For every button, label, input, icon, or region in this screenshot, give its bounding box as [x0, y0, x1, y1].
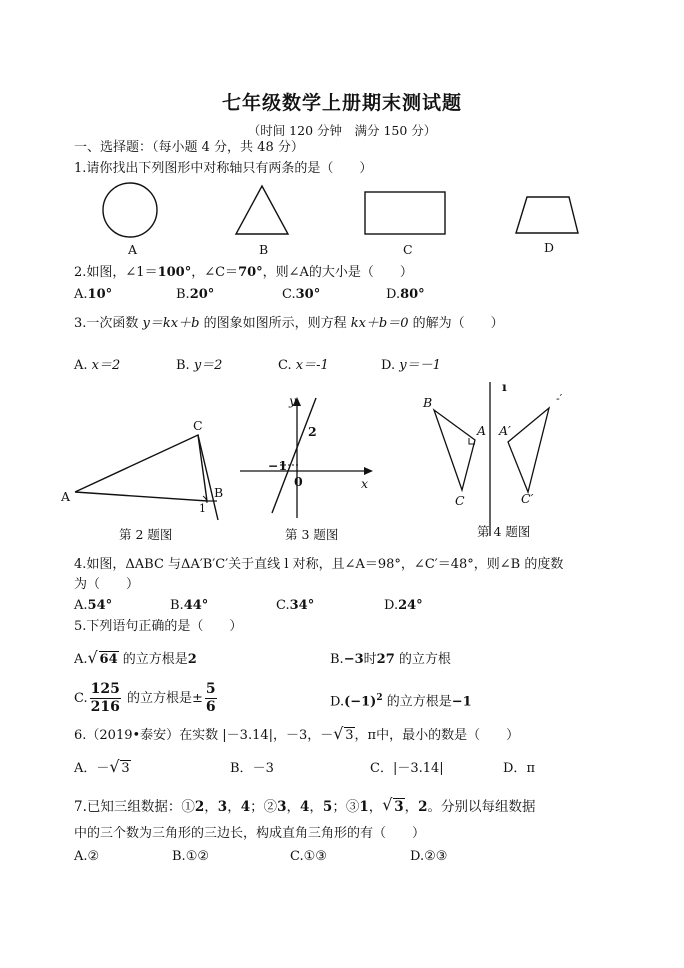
triangle-shape: [236, 186, 288, 234]
q5-option-c: C. $\frac{125}{216}$ 的立方根是± $\frac{5}{6}$: [74, 681, 216, 715]
q4-option-b: B.44°: [170, 598, 209, 613]
fig2-label-a: A: [61, 489, 71, 504]
q2-option-b: B.20°: [176, 287, 215, 302]
q2-option-c: C.30°: [282, 287, 321, 302]
q4-option-d: D.24°: [384, 598, 423, 613]
q6-option-a: A．－√ 3: [74, 761, 131, 777]
q3-option-c: C. x＝-1: [278, 358, 329, 373]
fig4-caption: 第 4 题图: [477, 524, 531, 539]
fig4-mark-2: -′: [556, 392, 563, 405]
fig2-label-1: 1: [199, 502, 206, 515]
fig2-label-b: B: [214, 485, 224, 500]
fig2-label-c: C: [193, 418, 203, 433]
q2-stem: 2.如图，∠1＝100°，∠C＝70°，则∠A的大小是（ ）: [74, 265, 413, 280]
q4-option-a: A.54°: [74, 598, 113, 613]
q3-option-b: B. y＝2: [176, 358, 223, 373]
page-title: 七年级数学上册期末测试题: [221, 92, 462, 114]
q5-stem: 5.下列语句正确的是（ ）: [74, 619, 243, 634]
figure-2: [55, 415, 255, 535]
figure-4: [420, 378, 620, 538]
q1-label-a: A: [128, 242, 138, 257]
fig4-label-b: B: [423, 395, 433, 410]
q3-option-a: A. x＝2: [74, 358, 121, 373]
q2-option-a: A.10°: [74, 287, 113, 302]
q6-option-c: C．|－3.14|: [370, 761, 444, 776]
q6-stem: 6.（2019•泰安）在实数 |－3.14|，－3，－√ 3，π中，最小的数是（ ）: [74, 728, 519, 744]
fig3-caption: 第 3 题图: [285, 527, 339, 542]
q7-option-c: C.①③: [290, 849, 327, 864]
figure-3: [240, 393, 390, 523]
page-subtitle: （时间 120 分钟 满分 150 分）: [247, 123, 437, 138]
fig4-label-c-prime: C′: [521, 491, 534, 506]
rectangle-shape: [365, 192, 445, 234]
trapezoid-shape: [516, 197, 578, 233]
q2-option-d: D.80°: [386, 287, 425, 302]
fig3-axis-y: y: [289, 393, 297, 408]
fig4-label-a-prime: A′: [499, 423, 511, 438]
q1-shapes: [0, 180, 684, 260]
fig4-mark-1: ı: [502, 379, 507, 394]
fig2-caption: 第 2 题图: [119, 527, 173, 542]
q7-option-b: B.①②: [172, 849, 209, 864]
q7-option-d: D.②③: [410, 849, 448, 864]
fig3-label-0: 0: [294, 474, 303, 489]
q4-stem-line2: 为（ ）: [74, 577, 140, 592]
q5-option-b: B.−3时27 的立方根: [330, 652, 451, 667]
q4-option-c: C.34°: [276, 598, 315, 613]
q1-label-d: D: [544, 240, 555, 255]
fig3-axis-x: x: [361, 476, 369, 491]
q7-stem-line2: 中的三个数为三角形的三边长，构成直角三角形的有（ ）: [74, 826, 426, 841]
q1-label-b: B: [259, 242, 269, 257]
section-heading: 一、选择题：（每小题 4 分，共 48 分）: [74, 140, 304, 155]
q3-option-d: D. y＝－1: [381, 358, 441, 373]
q5-option-a: A.√ 64 的立方根是2: [74, 652, 197, 668]
q1-label-c: C: [403, 242, 413, 257]
fig4-label-c: C: [455, 493, 465, 508]
q7-stem-line1: 7.已知三组数据：①2，3，4；②3，4，5；③1，√ 3，2。分别以每组数据: [74, 799, 536, 815]
fig4-label-a: A: [477, 423, 487, 438]
q1-stem: 1.请你找出下列图形中对称轴只有两条的是（ ）: [74, 161, 373, 176]
q4-stem-line1: 4.如图，ΔABC 与ΔA′B′C′关于直线 l 对称，且∠A＝98°，∠C′＝48°，则∠B 的度数: [74, 557, 564, 572]
q6-option-b: B．－3: [230, 761, 274, 776]
fig3-label-2: 2: [308, 424, 317, 439]
fig3-label-neg1: −1: [268, 458, 288, 473]
q3-stem: 3.一次函数 y＝kx＋b 的图象如图所示，则方程 kx＋b＝0 的解为（ ）: [74, 316, 504, 331]
q5-option-d: $D.(-1)^2$ 的立方根是−1: [330, 693, 472, 710]
q7-option-a: A.②: [74, 849, 100, 864]
q6-option-d: D．π: [503, 761, 535, 776]
circle-shape: [103, 183, 157, 237]
